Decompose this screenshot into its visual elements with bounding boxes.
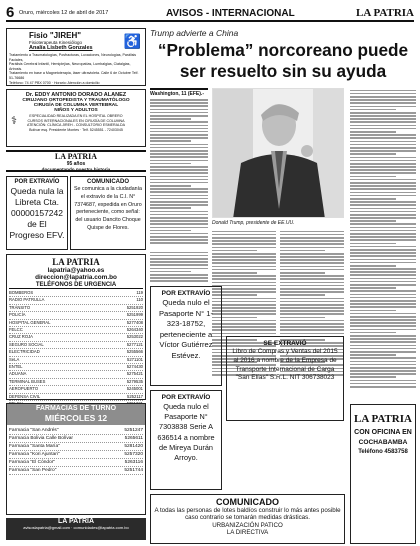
list-item bbox=[9, 357, 143, 364]
item-label: RADIO PATRULLA bbox=[9, 297, 45, 303]
pharmacy-rows bbox=[7, 425, 145, 477]
lapatria-banner bbox=[6, 150, 146, 172]
directory-subtitle: TELÉFONOS DE URGENCIA bbox=[9, 282, 143, 289]
list-item bbox=[9, 451, 143, 459]
list-item bbox=[9, 443, 143, 451]
jireh-line: Parálisis Cerebral Infantil, Hemiplejías, Neuropatías, Lumbalgias, Ciatalgias, Artrosis. bbox=[9, 62, 131, 71]
item-label: POLICÍA bbox=[9, 312, 26, 318]
lapatria-oficina-ad bbox=[350, 404, 416, 544]
list-item bbox=[9, 386, 143, 393]
article-photo bbox=[212, 88, 344, 218]
item-label: BOMBEROS bbox=[9, 290, 34, 295]
doctor-name: Dr. EDDY ANTONIO DORADO ALANEZ bbox=[25, 92, 127, 98]
pharmacies-day: MIÉRCOLES 12 bbox=[7, 413, 145, 425]
comunicado-signature2: LA DIRECTIVA bbox=[226, 529, 269, 537]
list-item bbox=[9, 467, 143, 475]
jireh-title: Fisio "JIREH" bbox=[29, 31, 82, 40]
extravio2-title: POR EXTRAVÍO bbox=[161, 290, 211, 297]
item-label: Farmacia "Santa María" bbox=[9, 444, 60, 449]
article-col-1 bbox=[150, 88, 208, 248]
article-kicker: Trump advierte a China bbox=[150, 28, 239, 38]
page-header bbox=[6, 6, 414, 22]
se-extravio-title: SE EXTRAVIÓ bbox=[263, 340, 307, 347]
banner-tagline: documentando nuestra historia bbox=[41, 167, 111, 172]
photo-caption: Donald Trump, presidente de EE.UU. bbox=[212, 220, 295, 226]
directory-email2: direccion@lapatria.com.bo bbox=[35, 274, 117, 281]
item-phone: 110 bbox=[136, 297, 143, 303]
list-item bbox=[9, 371, 143, 378]
list-item bbox=[9, 364, 143, 371]
oficina-title: LA PATRIA bbox=[354, 413, 412, 425]
item-label: Farmacia "San Pedro" bbox=[9, 468, 57, 473]
jireh-ad bbox=[6, 28, 146, 86]
item-phone: 5281420 bbox=[124, 444, 143, 449]
doctor-line: CURSOS INTERNACIONALES EN CIRUGÍA DE COLUMNA bbox=[27, 118, 125, 123]
item-phone: 5274430 bbox=[126, 364, 143, 370]
doctor-line: ATENCIÓN: CLÍNICA JIREH - CONSULTORIO ESMERALDA bbox=[26, 123, 126, 128]
list-item bbox=[9, 327, 143, 334]
list-item bbox=[9, 349, 143, 356]
item-phone: 5263116 bbox=[124, 460, 143, 465]
list-item bbox=[9, 342, 143, 349]
extravio-ad-1 bbox=[6, 176, 68, 250]
directory-email1: lapatria@yahoo.es bbox=[47, 267, 105, 274]
item-label: HOSPITAL GENERAL bbox=[9, 319, 51, 325]
list-item bbox=[9, 297, 143, 304]
footer-strip bbox=[6, 518, 146, 540]
oficina-line2: COCHABAMBA bbox=[358, 439, 408, 446]
doctor-specialty2: CIRUGÍA DE COLUMNA VERTEBRAL bbox=[33, 103, 119, 108]
section-title: AVISOS - INTERNACIONAL bbox=[166, 8, 295, 19]
item-phone: 5277121 bbox=[126, 341, 143, 347]
item-label: SEGURO SOCIAL bbox=[9, 341, 44, 347]
directory-title: LA PATRIA bbox=[52, 257, 100, 267]
extravio-ad-2 bbox=[150, 286, 222, 386]
footer-strip-line: avisoslapatria@gmail.com · comunidades@lapatria.com.bo bbox=[23, 525, 129, 530]
extravio3-body: Queda nulo el Pasaporte N° 7303838 Serie A 636514 a nombre de Mireya Durán Arroyo. bbox=[157, 402, 215, 463]
oficina-line1: CON OFICINA EN bbox=[354, 429, 412, 436]
item-phone: 5255566 bbox=[126, 349, 143, 355]
item-label: ADUANA bbox=[9, 371, 27, 377]
doctor-specialty: CIRUJANO ORTOPEDISTA Y TRAUMATÓLOGO bbox=[22, 98, 130, 103]
item-phone: 5279535 bbox=[126, 378, 143, 384]
doctor-line: ESPECIALIDAD REALIZADA EN EL HOSPITAL OBRERO bbox=[29, 114, 123, 118]
article-headline: “Problema” norcoreano puede ser resuelto sin su ayuda bbox=[157, 40, 409, 81]
comunicado-large-title: COMUNICADO bbox=[216, 497, 279, 507]
list-item bbox=[9, 394, 143, 401]
doctor-ad bbox=[6, 89, 146, 147]
item-phone: 5251744 bbox=[124, 468, 143, 473]
item-phone: 5265611 bbox=[124, 436, 143, 441]
item-label: CRUZ ROJA bbox=[9, 334, 33, 340]
extravio-body: Queda nula la Libreta Cta. 00000157242 de El Progreso EFV. bbox=[9, 186, 65, 240]
item-label: DEFENSA CIVIL bbox=[9, 393, 41, 399]
list-item bbox=[9, 435, 143, 443]
comunicado-small-body: Se comunica a la ciudadanía el extravío de la C.I. N° 7374687, expedida en Oruro perteneciente, como señal: del usuario Dancito Choque Quispe de Flores. bbox=[73, 186, 143, 231]
wheelchair-icon: ♿ bbox=[123, 33, 141, 49]
banner-title: LA PATRIA bbox=[54, 152, 98, 161]
page-number: 6 bbox=[6, 4, 15, 21]
item-label: Farmacia "El Cóndor" bbox=[9, 460, 56, 465]
item-phone: 5251999 bbox=[126, 312, 143, 318]
item-phone: 5252117 bbox=[127, 393, 143, 399]
se-extravio-body: Libro de Compras y Ventas del 2015 al 2016 a nombre de la Empresa de Transporte Internacional de Carga "San Elías" S.R.L. NIT 306738023 bbox=[232, 348, 338, 382]
trump-photo bbox=[213, 89, 344, 218]
item-phone: 5251920 bbox=[126, 304, 143, 310]
comunicado-large-body: A todas las personas de lotes baldíos construir lo más antes posible caso contrario se tomarán medidas drásticas. bbox=[154, 507, 341, 522]
item-label: TRÁNSITO bbox=[9, 304, 31, 310]
item-label: ELECTRICIDAD bbox=[9, 349, 40, 355]
item-phone: 5251247 bbox=[124, 428, 143, 433]
item-label: ENTEL bbox=[9, 364, 23, 370]
list-item bbox=[9, 427, 143, 435]
item-phone: 5277408 bbox=[126, 319, 143, 325]
banner-subtitle: 95 años bbox=[66, 161, 86, 167]
article-body-col5 bbox=[350, 90, 416, 388]
item-label: SeLA bbox=[9, 356, 20, 362]
item-label: Farmacia "Kori Ajuntari" bbox=[9, 452, 60, 457]
comunicado-large bbox=[150, 494, 345, 544]
item-label: Farmacia "San Andrés" bbox=[9, 428, 59, 433]
doctor-line: Bolívar esq. Presidente Montes · Telf. 5245551 - 72403045 bbox=[29, 127, 123, 132]
list-item bbox=[9, 459, 143, 467]
pharmacies-title: FARMACIAS DE TURNO bbox=[7, 404, 145, 413]
pharmacies-block bbox=[6, 403, 146, 515]
item-label: FELCC bbox=[9, 327, 23, 333]
extravio2-body: Queda nulo el Pasaporte N° 1-323-18752, perteneciente a Víctor Gutiérrez Estévez. bbox=[158, 298, 214, 360]
comunicado-signature: URBANIZACIÓN PATICO bbox=[212, 521, 283, 529]
jireh-subtitle: Fisioterapeuta Kinesiólogo bbox=[29, 40, 83, 45]
item-label: Farmacia Bolivia Calle Bolívar bbox=[9, 436, 73, 441]
item-phone: 5257320 bbox=[124, 452, 143, 457]
directory-block bbox=[6, 254, 146, 400]
comunicado-small-title: COMUNICADO bbox=[87, 179, 129, 185]
comunicado-small bbox=[70, 176, 146, 250]
jireh-line: Tratamiento a Traumatologías, Posfracturas, Luxaciones, Neurologías, Parálisis Faciales, bbox=[9, 53, 137, 62]
extravio3-title: POR EXTRAVÍO bbox=[161, 394, 211, 401]
article-body-col1 bbox=[150, 99, 208, 244]
jireh-name: Analía Lisbeth Gonzales bbox=[29, 45, 93, 51]
list-item bbox=[9, 379, 143, 386]
item-label: AEROPUERTO bbox=[9, 386, 39, 392]
extravio-title: POR EXTRAVÍO bbox=[14, 179, 60, 185]
item-label: TERMINAL BUSES bbox=[9, 378, 46, 384]
list-item bbox=[9, 320, 143, 327]
item-phone: 5264340 bbox=[126, 327, 143, 333]
item-phone: 119 bbox=[136, 290, 143, 295]
list-item bbox=[9, 334, 143, 341]
paper-name: LA PATRIA bbox=[356, 7, 414, 19]
item-phone: 5253022 bbox=[126, 334, 143, 340]
jireh-line: Teléfono: 74 47 PBX 0700 · Horario: Atención a domicilio bbox=[9, 80, 100, 85]
item-phone: 5271101 bbox=[127, 356, 143, 362]
article-dateline: Washington, 11 (EFE).- bbox=[150, 88, 208, 97]
item-phone: 5245001 bbox=[126, 386, 143, 392]
date-line: Oruro, miércoles 12 de abril de 2017 bbox=[19, 10, 109, 16]
jireh-line: Tratamiento en base a Magnetoterapia, láser ultravioleta. Calle 6 de Octubre Telf. 51-76686 bbox=[9, 71, 139, 80]
footer-strip-title: LA PATRIA bbox=[57, 518, 95, 525]
list-item bbox=[9, 290, 143, 297]
article-body-col2 bbox=[150, 252, 208, 282]
doctor-specialty3: NIÑOS Y ADULTOS bbox=[54, 108, 98, 113]
oficina-phone: Teléfono 4583758 bbox=[358, 449, 408, 455]
article-col-5 bbox=[350, 88, 416, 400]
list-item bbox=[9, 312, 143, 319]
item-phone: 5275421 bbox=[126, 371, 143, 377]
medical-logo-icon: ⚕ bbox=[11, 115, 17, 127]
se-extravio-ad bbox=[226, 336, 344, 421]
extravio-ad-3 bbox=[150, 390, 222, 490]
list-item bbox=[9, 305, 143, 312]
